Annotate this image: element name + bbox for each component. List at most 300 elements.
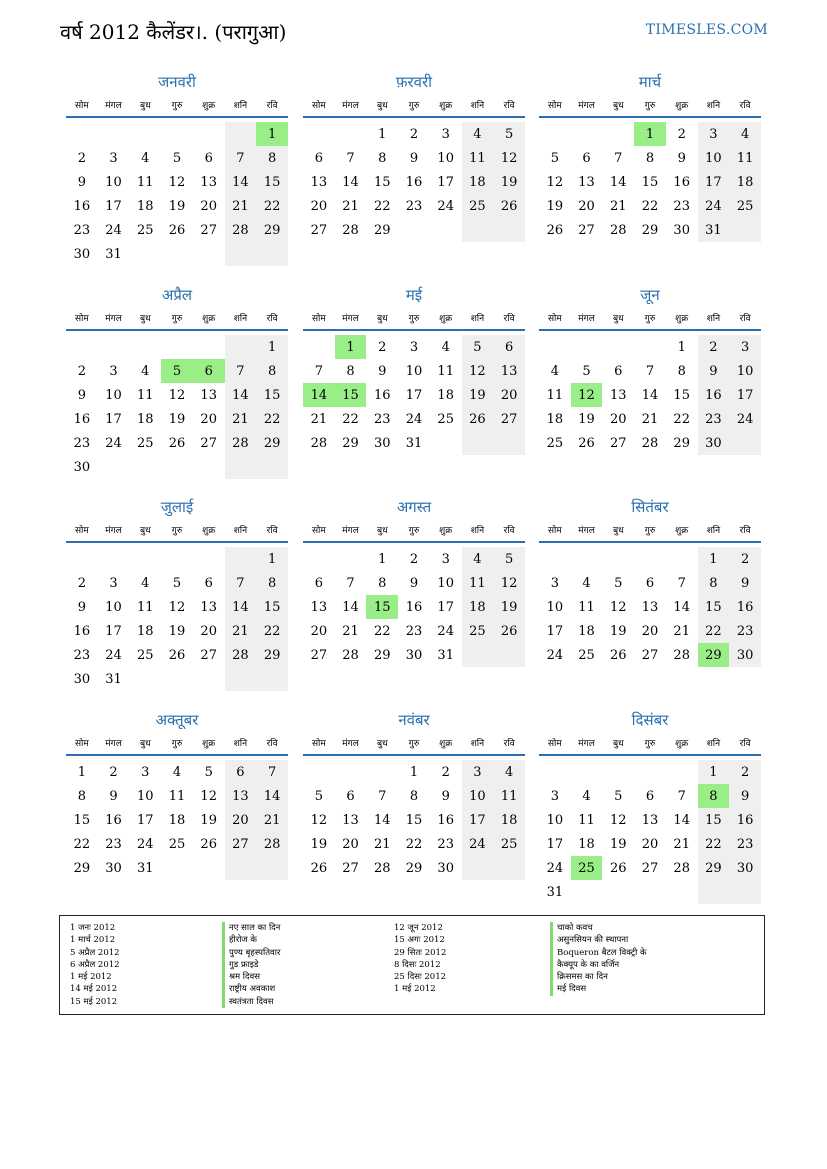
empty-day-cell: [602, 880, 634, 904]
weekday-header: [66, 517, 288, 543]
day-cell: 25: [137, 435, 154, 451]
day-cell: 19: [610, 623, 627, 639]
day-cell: 28: [673, 860, 690, 876]
day-cell: 23: [673, 198, 690, 214]
day-cell: 29: [641, 222, 659, 238]
day-cell: 8: [256, 146, 288, 170]
weekday-label: शनि: [233, 525, 248, 536]
weekday-label: सोम: [74, 100, 89, 111]
month-name: अगस्त: [396, 498, 432, 516]
weekday-label: मंगल: [342, 313, 359, 324]
days-grid: [66, 335, 288, 479]
day-cell: 18: [578, 836, 595, 852]
legend-date: 1 मई 2012: [394, 984, 436, 995]
day-cell: 3: [462, 760, 494, 784]
day-cell: 29: [342, 435, 359, 451]
page-title: वर्ष 2012 कैलेंडर।. (परागुआ): [60, 20, 287, 44]
day-cell: 7: [225, 571, 257, 595]
day-cell: 29: [405, 860, 423, 876]
day-cell: 9: [109, 788, 118, 804]
day-cell: 14: [225, 383, 257, 407]
day-cell: 20: [200, 411, 217, 427]
day-cell: 27: [578, 222, 595, 238]
day-cell: 28: [225, 218, 257, 242]
day-cell: 4: [550, 363, 559, 379]
weekday-label: सोम: [547, 525, 562, 536]
weekday-label: रवि: [503, 738, 515, 749]
day-cell: 18: [137, 411, 154, 427]
empty-day-cell: [161, 667, 193, 691]
empty-day-cell: [539, 122, 571, 146]
weekday-label: शनि: [233, 738, 248, 749]
weekday-label: गुरु: [644, 738, 656, 749]
legend-holiday-name: मई दिवस: [550, 983, 647, 995]
day-cell: 5: [172, 575, 182, 591]
empty-day-cell: [129, 242, 161, 266]
day-cell: 28: [342, 647, 359, 663]
weekday-label: शुक्र: [675, 525, 689, 536]
day-cell: 7: [677, 575, 686, 591]
day-cell: 21: [641, 411, 659, 427]
weekday-header: [539, 730, 761, 756]
day-cell: 19: [462, 383, 494, 407]
day-cell: 1: [698, 760, 730, 784]
day-cell: 19: [200, 812, 217, 828]
day-cell: 22: [405, 836, 423, 852]
day-cell: 11: [137, 387, 154, 403]
day-cell: 26: [310, 860, 328, 876]
day-cell: 19: [168, 623, 186, 639]
day-cell: 9: [729, 784, 761, 808]
day-cell: 30: [729, 643, 761, 667]
weekday-label: शनि: [470, 313, 485, 324]
day-cell: 25: [546, 435, 564, 451]
weekday-label: शनि: [706, 525, 721, 536]
weekday-label: शनि: [470, 738, 485, 749]
legend-holiday-name: राष्ट्रीय अवकाश: [222, 983, 280, 995]
day-cell: 15: [256, 383, 288, 407]
day-cell: 31: [546, 884, 564, 900]
legend-holiday-name: स्वतंत्रता दिवस: [222, 996, 280, 1008]
day-cell: 12: [200, 788, 217, 804]
day-cell: 22: [73, 836, 91, 852]
weekday-label: मंगल: [105, 525, 122, 536]
day-cell: 13: [225, 784, 257, 808]
day-cell: 25: [462, 619, 494, 643]
day-cell: 29: [374, 222, 391, 238]
day-cell: 26: [610, 860, 627, 876]
empty-day-cell: [161, 455, 193, 479]
legend-date: 29 सितः 2012: [394, 947, 447, 958]
day-cell: 25: [137, 222, 154, 238]
day-cell: 7: [346, 575, 355, 591]
empty-day-cell: [539, 335, 571, 359]
legend-date: 1 मई 2012: [70, 972, 112, 983]
day-cell: 16: [729, 808, 761, 832]
day-cell: 24: [729, 407, 761, 431]
day-cell: 16: [73, 623, 91, 639]
holiday-day-cell: 5: [161, 359, 193, 383]
legend-holiday-name: चाको कवच: [550, 922, 647, 934]
day-cell: 25: [437, 411, 454, 427]
day-cell: 21: [225, 407, 257, 431]
month-name: दिसंबर: [631, 711, 669, 729]
days-grid: [66, 547, 288, 691]
day-cell: 1: [378, 126, 387, 142]
weekday-label: सोम: [74, 525, 89, 536]
weekday-label: रवि: [739, 313, 751, 324]
empty-day-cell: [129, 122, 161, 146]
day-cell: 10: [437, 150, 454, 166]
days-grid: [539, 547, 761, 667]
day-cell: 11: [578, 599, 595, 615]
legend-holiday-name: पुण्य बृहस्पतिवार: [222, 947, 280, 959]
legend-date: 14 मई 2012: [70, 984, 118, 995]
day-cell: 6: [582, 150, 591, 166]
day-cell: 5: [314, 788, 323, 804]
weekday-label: सोम: [311, 525, 326, 536]
legend-holiday-name: नए साल का दिन: [222, 922, 280, 934]
weekday-label: बुध: [139, 100, 151, 111]
day-cell: 19: [168, 411, 186, 427]
days-grid: [303, 547, 525, 667]
weekday-label: बुध: [139, 738, 151, 749]
weekday-label: रवि: [266, 738, 278, 749]
day-cell: 25: [493, 832, 525, 856]
weekday-label: सोम: [311, 313, 326, 324]
legend-holiday-name: हीरोज के: [222, 934, 280, 946]
day-cell: 23: [105, 836, 122, 852]
days-grid: [539, 760, 761, 904]
day-cell: 28: [673, 647, 690, 663]
weekday-label: शुक्र: [439, 738, 453, 749]
day-cell: 6: [314, 150, 323, 166]
weekday-header: [66, 305, 288, 331]
legend-holiday-name: श्रम दिवस: [222, 971, 280, 983]
site-name[interactable]: TIMESLES.COM: [645, 22, 768, 38]
day-cell: 20: [200, 623, 217, 639]
legend-holiday-name: असुनसियन की स्थापना: [550, 934, 647, 946]
holiday-day-cell: 1: [335, 335, 367, 359]
day-cell: 10: [462, 784, 494, 808]
empty-day-cell: [493, 856, 525, 880]
weekday-header: [539, 305, 761, 331]
month-block: [66, 497, 288, 691]
empty-day-cell: [256, 455, 288, 479]
day-cell: 7: [378, 788, 387, 804]
weekday-header: [303, 517, 525, 543]
day-cell: 30: [105, 860, 122, 876]
day-cell: 10: [437, 575, 454, 591]
holiday-day-cell: 1: [634, 122, 666, 146]
day-cell: 18: [546, 411, 564, 427]
day-cell: 26: [168, 435, 186, 451]
empty-day-cell: [493, 218, 525, 242]
empty-day-cell: [539, 547, 571, 571]
day-cell: 8: [256, 571, 288, 595]
legend-date: 25 दिसः 2012: [394, 972, 447, 983]
day-cell: 13: [641, 812, 659, 828]
weekday-label: रवि: [266, 100, 278, 111]
day-cell: 23: [729, 832, 761, 856]
day-cell: 8: [698, 571, 730, 595]
day-cell: 12: [546, 174, 564, 190]
weekday-header: [66, 730, 288, 756]
weekday-label: शनि: [470, 100, 485, 111]
weekday-label: रवि: [739, 525, 751, 536]
empty-day-cell: [729, 880, 761, 904]
day-cell: 3: [409, 339, 419, 355]
day-cell: 18: [437, 387, 454, 403]
day-cell: 20: [310, 623, 328, 639]
day-cell: 18: [729, 170, 761, 194]
day-cell: 24: [137, 836, 154, 852]
day-cell: 17: [105, 198, 122, 214]
day-cell: 23: [698, 407, 730, 431]
legend-date: 8 दिसः 2012: [394, 959, 441, 970]
day-cell: 11: [137, 174, 154, 190]
day-cell: 6: [614, 363, 623, 379]
day-cell: 26: [462, 407, 494, 431]
day-cell: 23: [374, 411, 391, 427]
day-cell: 4: [462, 547, 494, 571]
weekday-label: शनि: [706, 313, 721, 324]
empty-day-cell: [303, 547, 335, 571]
day-cell: 11: [546, 387, 564, 403]
day-cell: 1: [77, 764, 86, 780]
day-cell: 6: [645, 575, 655, 591]
day-cell: 13: [200, 174, 217, 190]
day-cell: 3: [441, 126, 450, 142]
empty-day-cell: [256, 667, 288, 691]
empty-day-cell: [398, 218, 430, 242]
day-cell: 15: [374, 174, 391, 190]
legend-date: 15 अगः 2012: [394, 935, 445, 946]
day-cell: 21: [673, 623, 690, 639]
month-block: [66, 72, 288, 266]
day-cell: 28: [310, 435, 328, 451]
day-cell: 17: [462, 808, 494, 832]
day-cell: 17: [105, 411, 122, 427]
weekday-label: शुक्र: [439, 313, 453, 324]
empty-day-cell: [462, 856, 494, 880]
day-cell: 5: [614, 575, 623, 591]
day-cell: 20: [200, 198, 217, 214]
day-cell: 7: [645, 363, 655, 379]
empty-day-cell: [66, 122, 98, 146]
days-grid: [539, 122, 761, 242]
month-block: [303, 285, 525, 455]
weekday-label: शुक्र: [675, 100, 689, 111]
month-block: [66, 285, 288, 479]
day-cell: 21: [256, 808, 288, 832]
empty-day-cell: [129, 455, 161, 479]
day-cell: 17: [698, 170, 730, 194]
weekday-label: गुरु: [408, 313, 420, 324]
holiday-day-cell: 12: [571, 383, 603, 407]
weekday-label: शुक्र: [675, 313, 689, 324]
weekday-label: सोम: [311, 100, 326, 111]
holiday-day-cell: 1: [256, 122, 288, 146]
empty-day-cell: [161, 335, 193, 359]
day-cell: 26: [610, 647, 627, 663]
month-name: नवंबर: [398, 711, 430, 729]
day-cell: 21: [673, 836, 690, 852]
day-cell: 16: [73, 198, 91, 214]
day-cell: 18: [493, 808, 525, 832]
day-cell: 6: [204, 150, 213, 166]
day-cell: 7: [256, 760, 288, 784]
weekday-label: शुक्र: [202, 525, 216, 536]
weekday-label: शनि: [706, 738, 721, 749]
day-cell: 3: [141, 764, 150, 780]
day-cell: 29: [256, 218, 288, 242]
day-cell: 22: [673, 411, 690, 427]
day-cell: 26: [493, 194, 525, 218]
empty-day-cell: [366, 760, 398, 784]
weekday-label: रवि: [503, 525, 515, 536]
day-cell: 8: [645, 150, 655, 166]
legend-date: 6 अप्रैल 2012: [70, 959, 120, 970]
day-cell: 14: [225, 170, 257, 194]
day-cell: 2: [698, 335, 730, 359]
weekday-label: बुध: [139, 313, 151, 324]
empty-day-cell: [539, 760, 571, 784]
day-cell: 11: [437, 363, 454, 379]
day-cell: 8: [378, 150, 387, 166]
day-cell: 31: [437, 647, 454, 663]
day-cell: 21: [225, 194, 257, 218]
empty-day-cell: [602, 760, 634, 784]
day-cell: 2: [77, 150, 86, 166]
day-cell: 12: [310, 812, 328, 828]
weekday-label: शनि: [706, 100, 721, 111]
empty-day-cell: [193, 547, 225, 571]
day-cell: 22: [641, 198, 659, 214]
day-cell: 24: [437, 623, 454, 639]
day-cell: 7: [225, 146, 257, 170]
day-cell: 6: [346, 788, 355, 804]
empty-day-cell: [303, 760, 335, 784]
empty-day-cell: [462, 643, 494, 667]
empty-day-cell: [571, 880, 603, 904]
day-cell: 15: [405, 812, 423, 828]
holiday-day-cell: 14: [303, 383, 335, 407]
day-cell: 16: [437, 812, 454, 828]
day-cell: 16: [405, 599, 423, 615]
empty-day-cell: [493, 643, 525, 667]
day-cell: 14: [342, 599, 359, 615]
day-cell: 2: [677, 126, 686, 142]
day-cell: 17: [437, 174, 454, 190]
day-cell: 23: [73, 647, 91, 663]
day-cell: 9: [77, 599, 86, 615]
weekday-label: शनि: [233, 100, 248, 111]
day-cell: 26: [200, 836, 217, 852]
day-cell: 7: [346, 150, 355, 166]
month-name: अप्रैल: [161, 286, 193, 304]
legend-date: 1 मार्च 2012: [70, 935, 116, 946]
weekday-label: गुरु: [644, 313, 656, 324]
holiday-day-cell: 15: [366, 595, 398, 619]
day-cell: 5: [493, 122, 525, 146]
day-cell: 14: [673, 812, 690, 828]
day-cell: 24: [105, 435, 122, 451]
day-cell: 4: [729, 122, 761, 146]
empty-day-cell: [634, 880, 666, 904]
day-cell: 24: [698, 194, 730, 218]
day-cell: 30: [729, 856, 761, 880]
empty-day-cell: [634, 760, 666, 784]
day-cell: 21: [310, 411, 328, 427]
empty-day-cell: [161, 242, 193, 266]
day-cell: 4: [141, 150, 150, 166]
day-cell: 9: [441, 788, 450, 804]
empty-day-cell: [666, 547, 698, 571]
month-block: [66, 710, 288, 880]
empty-day-cell: [129, 335, 161, 359]
day-cell: 4: [462, 122, 494, 146]
weekday-label: बुध: [139, 525, 151, 536]
days-grid: [66, 122, 288, 266]
day-cell: 27: [200, 647, 217, 663]
day-cell: 3: [109, 363, 118, 379]
weekday-label: गुरु: [171, 525, 183, 536]
day-cell: 4: [582, 788, 591, 804]
day-cell: 22: [374, 623, 391, 639]
legend-date: 12 जून 2012: [394, 923, 443, 933]
day-cell: 7: [677, 788, 686, 804]
empty-day-cell: [666, 760, 698, 784]
empty-day-cell: [225, 856, 257, 880]
day-cell: 19: [310, 836, 328, 852]
weekday-label: सोम: [547, 313, 562, 324]
day-cell: 31: [105, 246, 122, 262]
day-cell: 9: [698, 359, 730, 383]
weekday-label: मंगल: [578, 738, 595, 749]
day-cell: 13: [310, 174, 328, 190]
empty-day-cell: [493, 431, 525, 455]
empty-day-cell: [161, 547, 193, 571]
empty-day-cell: [666, 880, 698, 904]
month-block: [539, 710, 761, 904]
empty-day-cell: [98, 335, 130, 359]
day-cell: 26: [546, 222, 564, 238]
empty-day-cell: [98, 122, 130, 146]
day-cell: 9: [409, 575, 419, 591]
legend-col2-dates: [394, 922, 446, 996]
day-cell: 11: [137, 599, 154, 615]
holiday-day-cell: 6: [193, 359, 225, 383]
day-cell: 24: [405, 411, 423, 427]
day-cell: 26: [168, 647, 186, 663]
weekday-label: रवि: [739, 100, 751, 111]
holiday-legend: [59, 915, 765, 1015]
day-cell: 26: [493, 619, 525, 643]
day-cell: 27: [641, 860, 659, 876]
weekday-label: बुध: [612, 313, 624, 324]
day-cell: 12: [493, 571, 525, 595]
day-cell: 19: [578, 411, 595, 427]
month-block: [303, 710, 525, 880]
day-cell: 4: [141, 363, 150, 379]
day-cell: 27: [641, 647, 659, 663]
day-cell: 17: [137, 812, 154, 828]
empty-day-cell: [225, 335, 257, 359]
weekday-label: मंगल: [342, 738, 359, 749]
day-cell: 3: [698, 122, 730, 146]
month-name: मार्च: [638, 73, 662, 91]
